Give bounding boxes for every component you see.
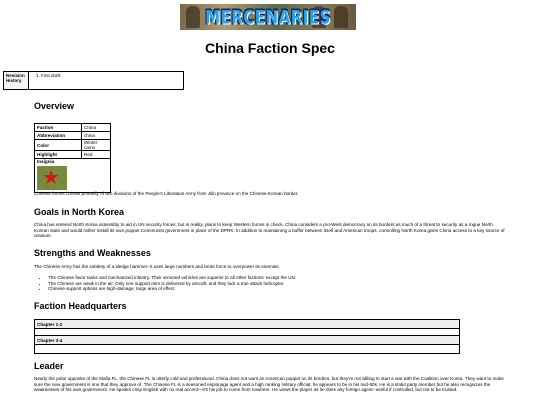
revision-item: 1. First draft. [41,73,181,78]
revision-history-label: Revision History [4,72,29,90]
soldier-figure-icon [186,6,200,28]
leader-heading: Leader [34,361,64,371]
info-key: Insignia [37,159,55,164]
revision-history-items [29,72,184,90]
banner-logo: MERCENARIES [205,5,331,29]
strengths-list [38,275,508,292]
strengths-heading: Strengths and Weaknesses [34,248,151,258]
revision-history-table [3,71,184,90]
info-key: Abbreviation [35,132,82,140]
overview-heading: Overview [34,101,75,111]
list-item: • The Chinese favor tanks and mechanized infantry. Their armored vehicles are superior to all other factions' except the UN. [48,275,508,281]
hq-chapter-header: Chapter 1-2 [35,320,460,329]
red-star-icon: ★ [42,165,60,189]
goals-text: China has entered North Korea ostensibly to aid in UN security forces, but in reality, plans to keep Western forces in check. China considers a pro-West democracy on its borders as much of a threat to security as a rogue North Korean state and would rather install its own puppet Communist government in place of the DPRK. In addition to maintaining a buffer between itself and American troops, controlling North Korea gives China access to a key source of uranium. [34,222,505,239]
overview-text: Chinese forces consist primarily of two divisions of the People's Liberation Army from Jilin province on the Chinese-Korean border. [34,191,299,196]
info-key: Highlight [35,151,82,159]
info-value: China [82,124,111,132]
hq-chapter-table [34,335,460,354]
info-key: Color [35,140,82,151]
leader-text: Nearly the polar opposite of the Mafia FL, the Chinese FL is utterly cold and professional. China does not want an American puppet on its borders, but they're not willing to start a war with the Coalition over Korea. They want to make sure the new government is one that they approve of. The Chinese FL is a seasoned espionage agent and a high ranking military official; he appears to be in his mid-50s. He is a stolid party member but he also recognizes the weaknesses of his own government. He speaks crisp English with no real accent—it's his job to come from nowhere. He views the player as he does any foreign agent--useful if controlled, but not to be trusted. [34,376,504,393]
faction-info-table [34,123,111,193]
insignia-image [37,166,67,190]
soldier-figure-icon [334,6,348,28]
info-value: Red [82,151,111,159]
hq-chapter-body [35,345,460,354]
hq-heading: Faction Headquarters [34,301,127,311]
list-item: • The Chinese are weak in the air. Only one support item is delivered by aircraft, and they lack a true attack helicopter. [48,281,508,287]
goals-heading: Goals in North Korea [34,207,125,217]
page-title: China Faction Spec [205,40,335,56]
hq-chapter-header: Chapter 3-4 [35,336,460,345]
info-key: Faction [35,124,82,132]
strengths-intro: The Chinese Army has the subtlety of a sledge hammer--it uses large numbers and brute force to overpower its enemies. [34,264,280,269]
info-value: Winter camo [82,140,111,151]
mercenaries-banner [180,4,356,30]
insignia-cell [35,159,111,193]
list-item: • Chinese support options are high-damage, large area of effect. [48,286,508,292]
info-value: china [82,132,111,140]
